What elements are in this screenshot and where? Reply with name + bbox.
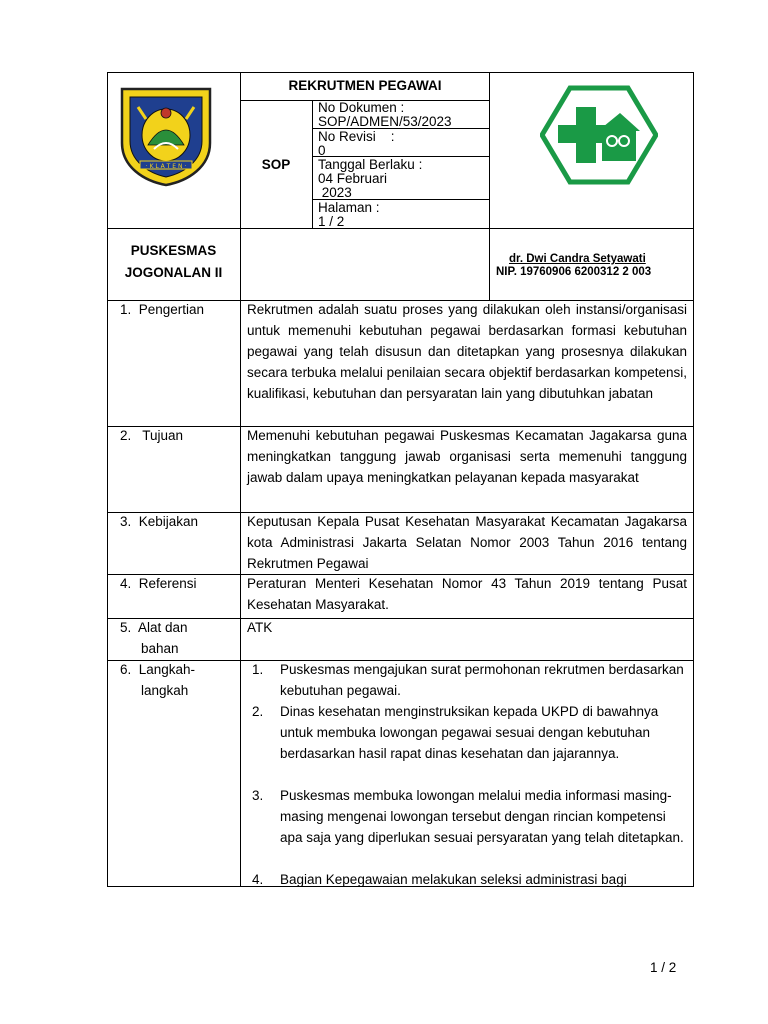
- section-label-pengertian: 1. Pengertian: [120, 302, 205, 317]
- section-label-kebijakan: 3. Kebijakan: [120, 514, 199, 529]
- section-text-pengertian: Rekrutmen adalah suatu proses yang dilakukan oleh instansi/organisasi untuk memenuhi kebutuhan pegawai berdasarkan formasi kebutuhan pegawai yang telah disusun dan ditetapkan yang prosesnya dilakukan secara terbuka melalui penilaian secara objektif berdasarkan kompetensi, kualifikasi, kebutuhan dan persyaratan lain yang dibutuhkan jabatan: [247, 302, 687, 401]
- section-text-referensi: Peraturan Menteri Kesehatan Nomor 43 Tahun 2019 tentang Pusat Kesehatan Masyarakat.: [247, 576, 687, 612]
- section-label-tujuan: 2. Tujuan: [120, 428, 184, 443]
- signer-name: dr. Dwi Candra Setyawati: [509, 253, 646, 265]
- step-item-2: [252, 701, 692, 785]
- doc-number-label: No Dokumen :: [318, 100, 405, 115]
- regency-crest-logo: [118, 85, 214, 187]
- page-label: Halaman :: [318, 200, 380, 215]
- revision-label: No Revisi :: [318, 129, 395, 144]
- step-item-4: [252, 869, 692, 890]
- step-text: Puskesmas membuka lowongan melalui media informasi masing-masing mengenai lowongan tersebut dengan rincian kompetensi apa saja yang diperlukan sesuai persyaratan yang telah ditetapkan.: [280, 788, 684, 845]
- step-text: Dinas kesehatan menginstruksikan kepada UKPD di bawahnya untuk membuka lowongan pegawai sesuai dengan kebutuhan berdasarkan hasil rapat dinas kesehatan dan jajarannya.: [280, 704, 659, 761]
- section-text-tujuan: Memenuhi kebutuhan pegawai Puskesmas Kecamatan Jagakarsa guna meningkatkan tanggung jawab organisasi serta memenuhi tanggung jawab dalam upaya meningkatkan pelayanan kepada masyarakat: [247, 428, 687, 485]
- organization-name-line2: JOGONALAN II: [124, 265, 223, 280]
- doc-number-value: SOP/ADMEN/53/2023: [318, 114, 452, 129]
- step-text: Puskesmas mengajukan surat permohonan rekrutmen berdasarkan kebutuhan pegawai.: [280, 662, 684, 698]
- section-text-kebijakan: Keputusan Kepala Pusat Kesehatan Masyarakat Kecamatan Jagakarsa kota Administrasi Jakarta Selatan Nomor 2003 Tahun 2016 tentang Rekrutmen Pegawai: [247, 514, 687, 571]
- effective-date-label: Tanggal Berlaku :: [318, 157, 423, 172]
- footer-page-number: 1 / 2: [650, 960, 677, 975]
- revision-value: 0: [318, 143, 326, 158]
- effective-date-value-2: 2023: [318, 185, 352, 200]
- step-item-3: [252, 785, 692, 869]
- page-value: 1 / 2: [318, 214, 345, 229]
- section-text-alat: ATK: [247, 620, 273, 635]
- signer-nip: NIP. 19760906 6200312 2 003: [496, 266, 652, 278]
- effective-date-value-1: 04 Februari: [318, 171, 388, 186]
- step-item-1: [252, 659, 692, 701]
- sop-label: SOP: [261, 157, 291, 172]
- document-title: REKRUTMEN PEGAWAI: [288, 78, 442, 93]
- step-number: 4.: [252, 872, 264, 887]
- step-number: 1.: [252, 662, 264, 677]
- step-number: 2.: [252, 704, 264, 719]
- section-label-alat-line1: 5. Alat dan: [120, 620, 188, 635]
- puskesmas-health-logo: [540, 85, 658, 185]
- step-text: Bagian Kepegawaian melakukan seleksi administrasi bagi: [280, 872, 627, 887]
- organization-name-line1: PUSKESMAS: [130, 243, 217, 258]
- section-label-alat-line2: bahan: [141, 641, 179, 656]
- section-label-langkah-line1: 6. Langkah-: [120, 662, 196, 677]
- section-label-langkah-line2: langkah: [141, 683, 189, 698]
- step-number: 3.: [252, 788, 264, 803]
- svg-text:· K L A T E N ·: · K L A T E N ·: [145, 163, 187, 170]
- section-label-referensi: 4. Referensi: [120, 576, 197, 591]
